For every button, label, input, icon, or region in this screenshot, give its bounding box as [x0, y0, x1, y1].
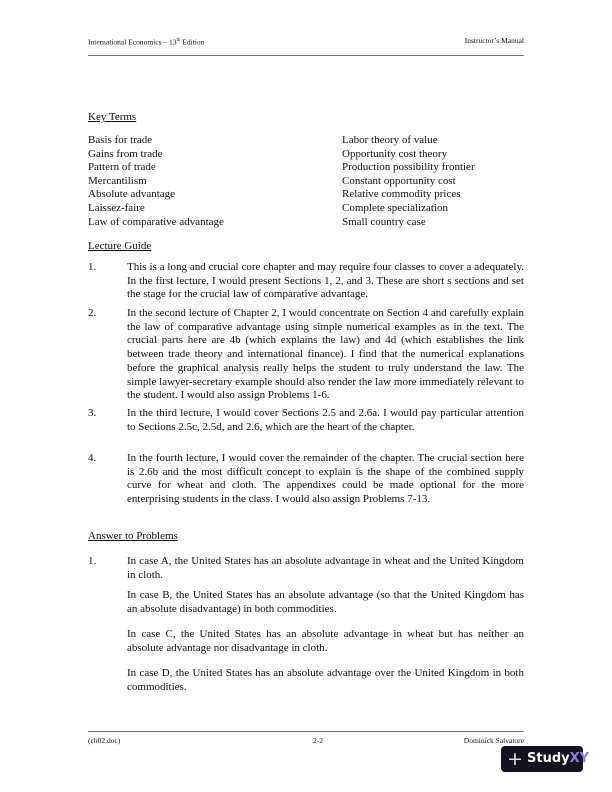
- item-text: This is a long and crucial core chapter and may require four classes to cover a adequately. In the first lecture, I would present Sections 1, 2, and 3. These are short s sections and set the stage for the crucial law of comparative advantage.: [127, 261, 524, 301]
- answers-heading: Answer to Problems: [88, 530, 178, 542]
- term: Production possibility frontier: [342, 161, 475, 174]
- plus-icon: +: [507, 748, 523, 770]
- item-number: 2.: [88, 307, 97, 319]
- term: Laissez-faire: [88, 201, 145, 214]
- footer-author: Dominick Salvatore: [463, 736, 524, 745]
- key-terms-left: [88, 134, 224, 229]
- item-text: In the fourth lecture, I would cover the remainder of the chapter. The crucial section here is 2.6b and the most difficult concept to explain is the shape of the combined supply curve for wheat and cloth. The appendixes could be made optional for the more enterprising students in the class. I would also assign Problems 7-13.: [127, 452, 524, 506]
- item-number: 4.: [88, 452, 97, 464]
- lecture-item: [88, 407, 524, 434]
- term: Small country case: [342, 215, 426, 228]
- item-number: 1.: [88, 555, 97, 567]
- header-title: International Economics – 13th Edition: [88, 37, 205, 47]
- term: Opportunity cost theory: [342, 147, 448, 160]
- key-terms-right: [342, 134, 475, 229]
- term: Absolute advantage: [88, 188, 176, 201]
- answer-item: [88, 628, 524, 655]
- header-rule: [88, 55, 524, 56]
- footer-rule: [88, 731, 524, 732]
- term: Basis for trade: [88, 134, 153, 146]
- lecture-item: [88, 261, 524, 302]
- term: Mercantilism: [88, 174, 147, 187]
- lecture-item: [88, 307, 524, 403]
- answer-paragraph: In case B, the United States has an absolute advantage (so that the United Kingdom has an absolute disadvantage) in both commodities.: [127, 589, 524, 615]
- term: Complete specialization: [342, 201, 448, 214]
- answer-item: [88, 555, 524, 582]
- key-terms-heading: Key Terms: [88, 111, 137, 123]
- footer-page-number: 2-2: [313, 736, 323, 745]
- answer-item: [88, 589, 524, 616]
- badge-label: StudyXY: [527, 751, 590, 766]
- term: Labor theory of value: [342, 134, 438, 146]
- item-text: In the second lecture of Chapter 2, I would concentrate on Section 4 and carefully explain the law of comparative advantage using simple numerical examples as in the text. The crucial parts here are 4b (which explains the law) and 4d (which establishes the link between trade theory and international finance). I find that the numerical explanations before the graphical analysis really helps the student to truly understand the law. The simple lawyer-secretary example should also render the law more immediately relevant to the student. I would also assign Problems 1-6.: [127, 307, 524, 402]
- footer-filename: (ch02.doc): [88, 736, 121, 745]
- lecture-guide-heading: Lecture Guide: [88, 240, 152, 252]
- lecture-item: [88, 452, 524, 507]
- term: Constant opportunity cost: [342, 174, 456, 187]
- item-number: 3.: [88, 407, 97, 419]
- term: Gains from trade: [88, 147, 163, 160]
- studyxy-badge[interactable]: [501, 746, 590, 772]
- answer-paragraph: In case D, the United States has an absolute advantage over the United Kingdom in both commodities.: [127, 667, 524, 693]
- term: Pattern of trade: [88, 161, 156, 174]
- term: Law of comparative advantage: [88, 215, 224, 228]
- term: Relative commodity prices: [342, 188, 461, 201]
- answer-paragraph: In case C, the United States has an absolute advantage in wheat but has neither an absolute advantage nor disadvantage in cloth.: [127, 628, 524, 654]
- item-number: 1.: [88, 261, 97, 273]
- header-right: Instructor’s Manual: [464, 36, 524, 45]
- answer-item: [88, 667, 524, 694]
- item-text: In the third lecture, I would cover Sections 2.5 and 2.6a. I would pay particular attention to Sections 2.5c, 2.5d, and 2.6, which are the heart of the chapter.: [127, 407, 524, 433]
- answer-paragraph: In case A, the United States has an absolute advantage in wheat and the United Kingdom in cloth.: [127, 555, 524, 581]
